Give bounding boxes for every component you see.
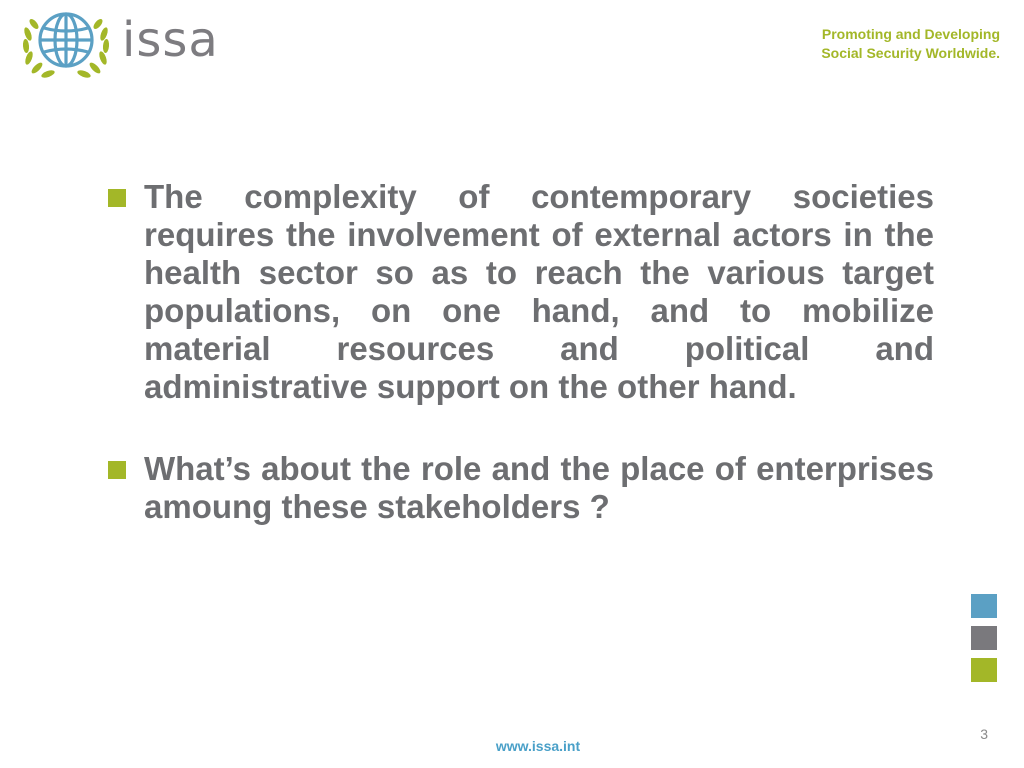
decorative-squares [971, 594, 997, 690]
issa-logo [18, 4, 218, 80]
square-bullet-icon [108, 461, 126, 479]
bullet-list [104, 178, 934, 526]
bullet-text: What’s about the role and the place of enterprises amoung these stakeholders ? [144, 450, 934, 525]
logo-text: issa [122, 12, 219, 68]
gray-square-icon [971, 626, 997, 650]
blue-square-icon [971, 594, 997, 618]
globe-laurel-icon [18, 4, 114, 80]
tagline-line-1: Promoting and Developing [821, 26, 1000, 42]
tagline-line-2: Social Security Worldwide. [821, 45, 1000, 61]
square-bullet-icon [108, 189, 126, 207]
bullet-item [104, 450, 934, 526]
footer-link[interactable]: www.issa.int [495, 738, 581, 754]
tagline [821, 25, 1000, 63]
bullet-item [104, 178, 934, 406]
page-number: 3 [980, 726, 988, 742]
green-square-icon [971, 658, 997, 682]
bullet-text: The complexity of contemporary societies requires the involvement of external actors in the health sector so as to reach the various target populations, on one hand, and to mobilize material resources and political and administrative support on the other hand. [144, 178, 934, 405]
